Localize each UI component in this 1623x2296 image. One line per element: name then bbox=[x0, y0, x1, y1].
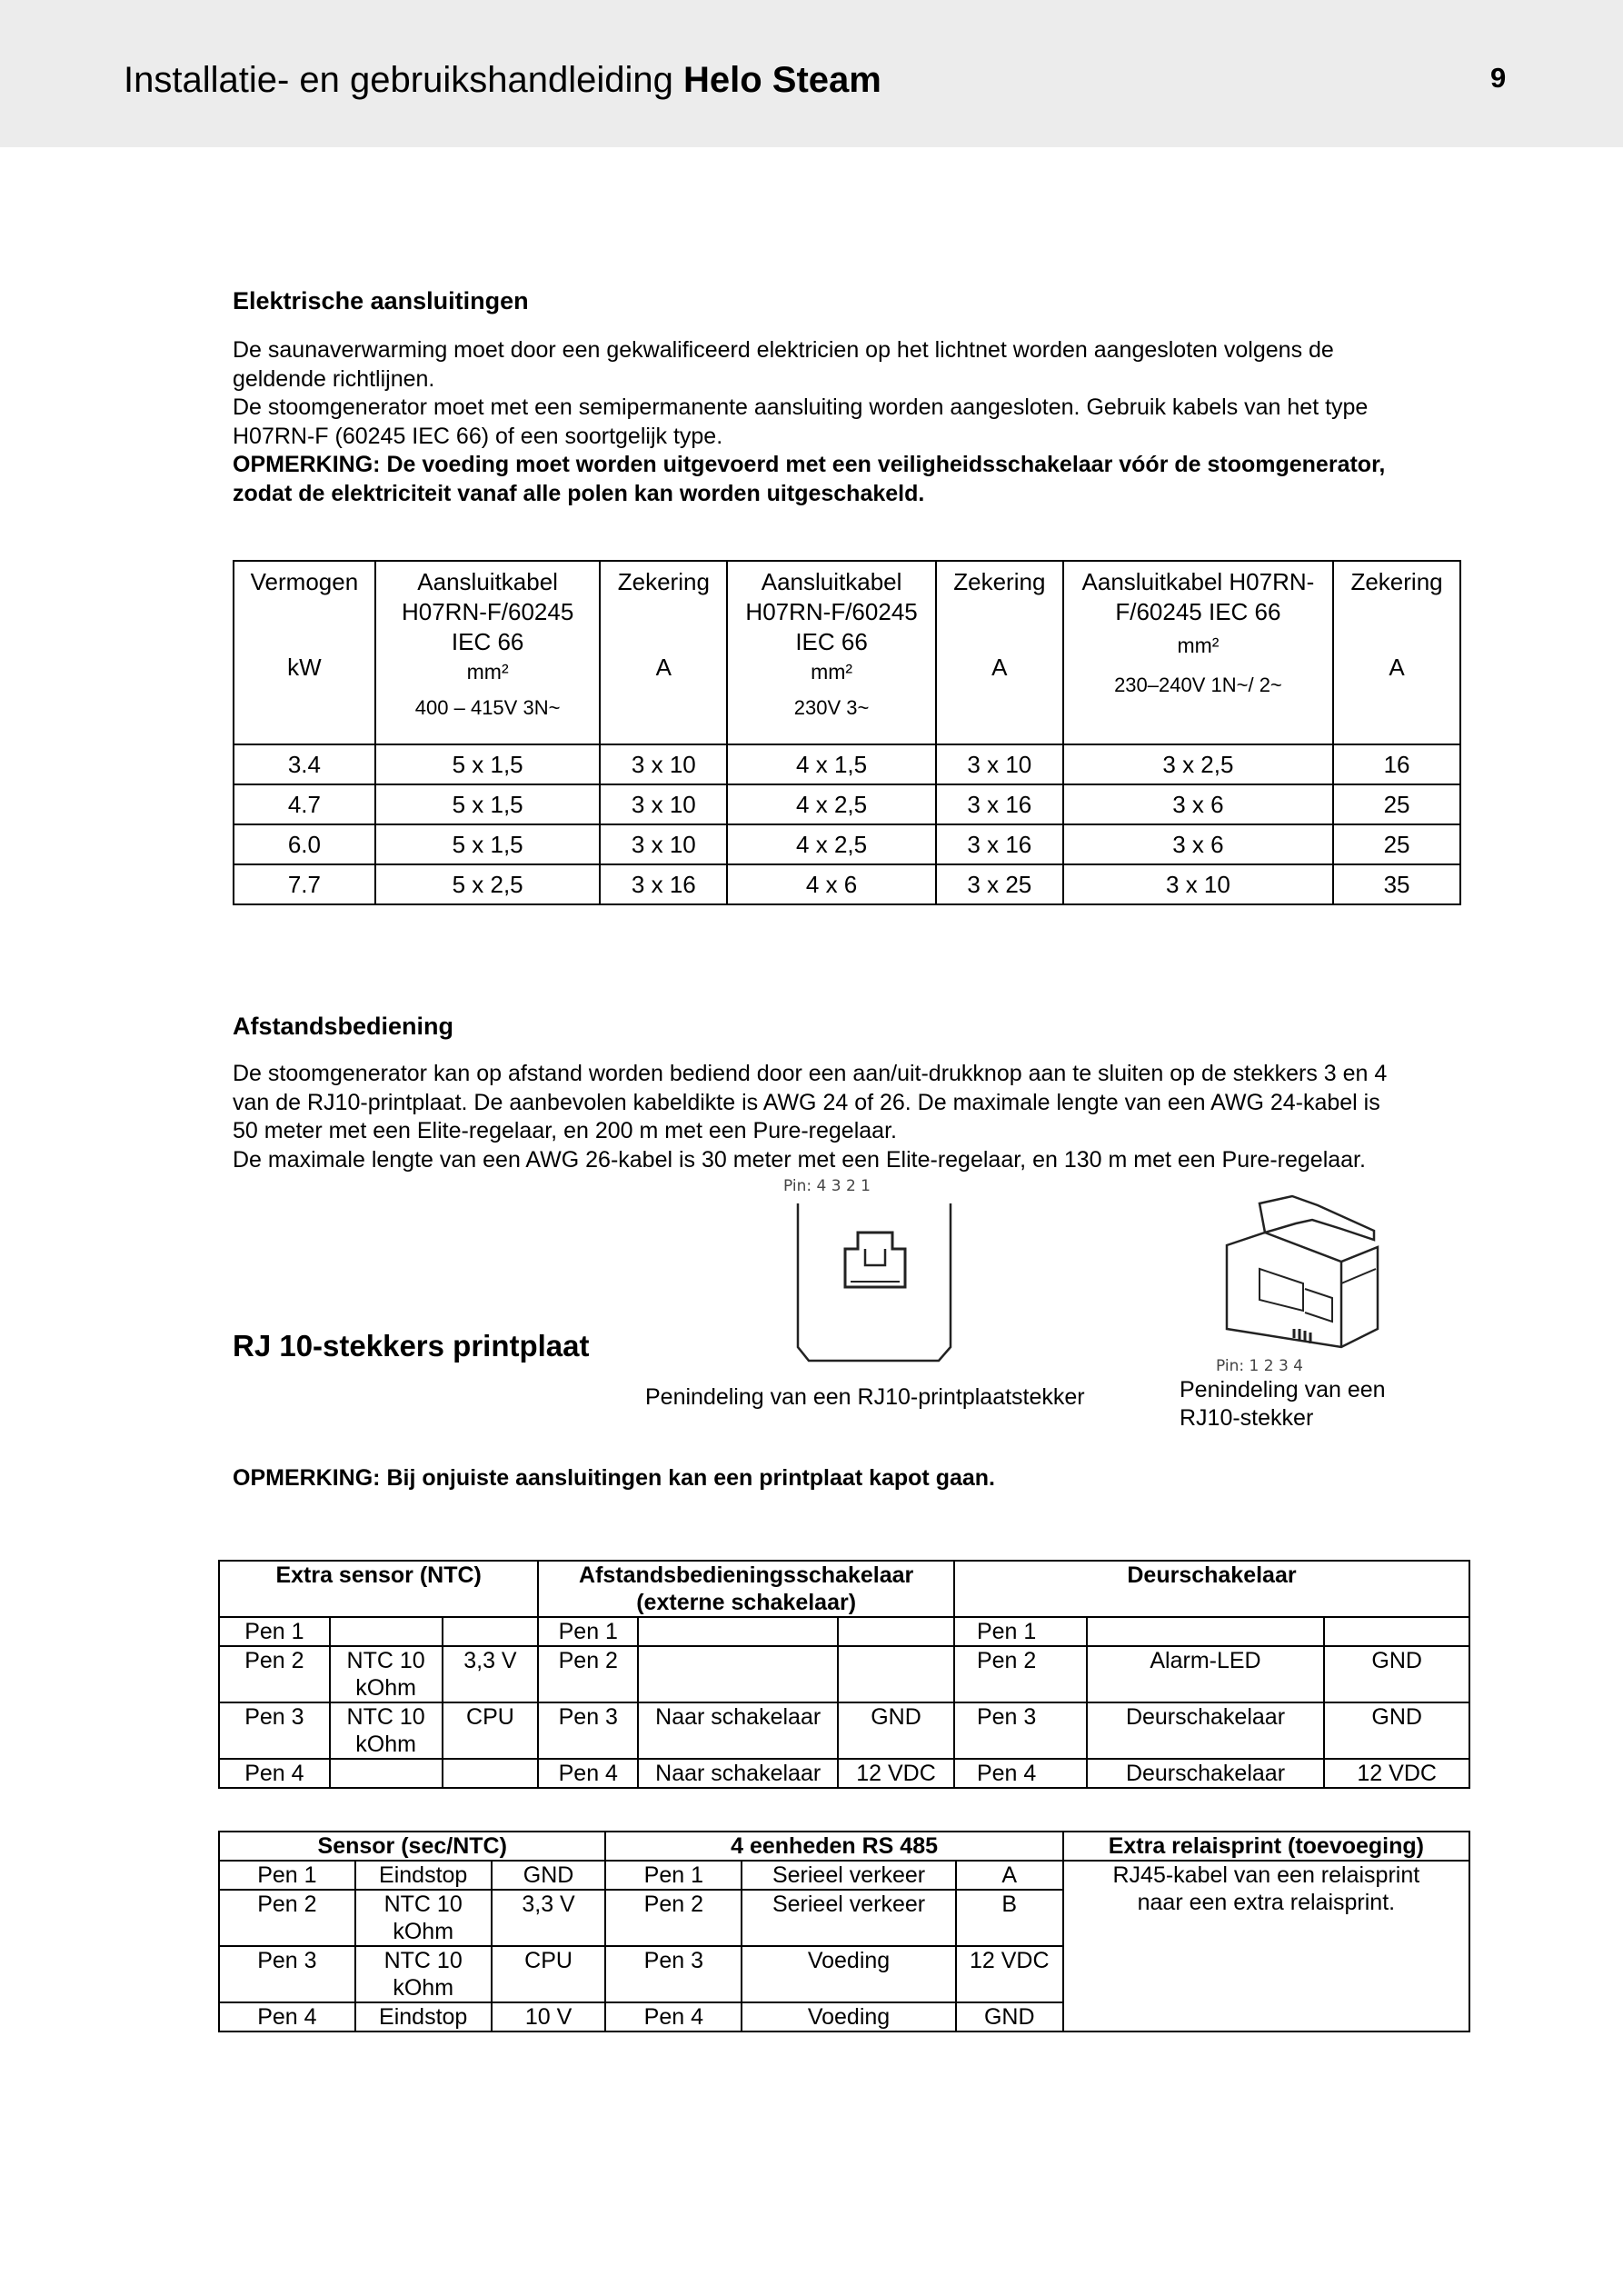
table-cell: A bbox=[956, 1861, 1063, 1890]
table-row bbox=[234, 864, 1460, 904]
header-cell bbox=[936, 561, 1063, 744]
header-title: Aansluitkabel bbox=[761, 568, 902, 595]
table-cell: 3 x 6 bbox=[1063, 784, 1333, 824]
header-unit: mm² bbox=[1177, 634, 1220, 657]
table-cell: 4 x 2,5 bbox=[727, 784, 936, 824]
table-cell: Pen 1 bbox=[954, 1617, 1087, 1646]
header-title: Zekering bbox=[1350, 568, 1443, 595]
header-unit: kW bbox=[287, 654, 322, 681]
table-cell: Voeding bbox=[742, 1946, 956, 2002]
header-cell bbox=[234, 561, 375, 744]
text-line: De stoomgenerator moet met een semipermanente aansluiting worden aangesloten. Gebruik kabels van het type bbox=[233, 394, 1369, 420]
plug-latch bbox=[1260, 1196, 1374, 1240]
table-cell: Naar schakelaar bbox=[638, 1702, 838, 1759]
header-title: F/60245 IEC 66 bbox=[1115, 598, 1281, 625]
header-line: (externe schakelaar) bbox=[636, 1590, 857, 1615]
table-cell bbox=[838, 1617, 954, 1646]
table-cell: 3 x 10 bbox=[600, 784, 727, 824]
text-line: 50 meter met een Elite-regelaar, en 200 m met een Pure-regelaar. bbox=[233, 1118, 897, 1143]
table-cell: 25 bbox=[1333, 784, 1460, 824]
table-cell: Eindstop bbox=[355, 1861, 492, 1890]
title-product: Helo Steam bbox=[682, 60, 881, 100]
table-cell: 3,3 V bbox=[492, 1890, 606, 1946]
section-heading-remote: Afstandsbediening bbox=[233, 1013, 454, 1040]
table-cell bbox=[443, 1617, 539, 1646]
table-cell: Pen 3 bbox=[538, 1702, 638, 1759]
relay-description bbox=[1063, 1861, 1469, 2031]
table-cell: 3 x 10 bbox=[600, 744, 727, 784]
rj10-plug-diagram bbox=[1205, 1193, 1387, 1374]
table-cell: Deurschakelaar bbox=[1087, 1702, 1325, 1759]
table-cell: Pen 2 bbox=[954, 1646, 1087, 1702]
table-cell: 10 V bbox=[492, 2002, 606, 2031]
table-cell: 5 x 2,5 bbox=[375, 864, 601, 904]
header-title: Vermogen bbox=[250, 568, 359, 595]
table-cell: GND bbox=[956, 2002, 1063, 2031]
table-cell: GND bbox=[1324, 1646, 1469, 1702]
table-cell: Pen 4 bbox=[605, 2002, 742, 2031]
table-cell: 5 x 1,5 bbox=[375, 824, 601, 864]
table-cell: Pen 4 bbox=[538, 1759, 638, 1788]
header-title: H07RN-F/60245 bbox=[745, 598, 918, 625]
table-cell: 3 x 10 bbox=[1063, 864, 1333, 904]
table-cell: 25 bbox=[1333, 824, 1460, 864]
electrical-paragraph bbox=[233, 336, 1505, 508]
table-cell: 7.7 bbox=[234, 864, 375, 904]
table-header-row bbox=[219, 1561, 1469, 1617]
text-line: H07RN-F (60245 IEC 66) of een soortgelijk type. bbox=[233, 423, 723, 449]
table-cell: 16 bbox=[1333, 744, 1460, 784]
table-cell: 3 x 16 bbox=[936, 784, 1063, 824]
table-cell: CPU bbox=[492, 1946, 606, 2002]
table-header-row bbox=[219, 1832, 1469, 1861]
table-cell: Pen 1 bbox=[219, 1861, 355, 1890]
table-cell: Pen 3 bbox=[954, 1702, 1087, 1759]
table-cell: NTC 10 kOhm bbox=[355, 1890, 492, 1946]
table-row bbox=[234, 784, 1460, 824]
header-unit: A bbox=[1389, 654, 1405, 681]
table-cell: GND bbox=[1324, 1702, 1469, 1759]
title-regular: Installatie- en gebruikshandleiding bbox=[124, 60, 683, 100]
socket-opening bbox=[845, 1233, 905, 1287]
section-heading-electrical: Elektrische aansluitingen bbox=[233, 287, 529, 314]
table-cell: Serieel verkeer bbox=[742, 1890, 956, 1946]
table-header-row bbox=[234, 561, 1460, 744]
header-line: Afstandsbedieningsschakelaar bbox=[579, 1562, 914, 1588]
table-cell: Voeding bbox=[742, 2002, 956, 2031]
table-cell: Pen 1 bbox=[538, 1617, 638, 1646]
header-sensor: Sensor (sec/NTC) bbox=[219, 1832, 605, 1861]
table-cell: 3 x 10 bbox=[600, 824, 727, 864]
table-cell: Pen 3 bbox=[219, 1702, 330, 1759]
table-cell bbox=[638, 1617, 838, 1646]
header-extra-sensor: Extra sensor (NTC) bbox=[219, 1561, 538, 1617]
header-remote-switch bbox=[538, 1561, 954, 1617]
caption-plug bbox=[1180, 1376, 1386, 1433]
connector-table-a bbox=[218, 1560, 1470, 1789]
relay-text-line: RJ45-kabel van een relaisprint bbox=[1112, 1862, 1420, 1888]
pin-label: Pin: 1 2 3 4 bbox=[1216, 1357, 1303, 1374]
table-row bbox=[219, 1759, 1469, 1788]
table-cell: 3 x 16 bbox=[600, 864, 727, 904]
header-relay: Extra relaisprint (toevoeging) bbox=[1063, 1832, 1469, 1861]
table-cell: Alarm-LED bbox=[1087, 1646, 1325, 1702]
table-cell: Pen 2 bbox=[538, 1646, 638, 1702]
table-cell: 12 VDC bbox=[1324, 1759, 1469, 1788]
header-title: Aansluitkabel H07RN- bbox=[1081, 568, 1315, 595]
header-door-switch: Deurschakelaar bbox=[954, 1561, 1469, 1617]
header-rs485: 4 eenheden RS 485 bbox=[605, 1832, 1062, 1861]
rj10-socket-diagram bbox=[780, 1174, 961, 1371]
table-cell: GND bbox=[492, 1861, 606, 1890]
header-voltage: 400 – 415V 3N~ bbox=[414, 696, 561, 719]
page-header bbox=[0, 0, 1623, 147]
table-cell bbox=[838, 1646, 954, 1702]
table-cell bbox=[1087, 1617, 1325, 1646]
table-cell: 3 x 2,5 bbox=[1063, 744, 1333, 784]
header-cell bbox=[1063, 561, 1333, 744]
header-title: Aansluitkabel bbox=[417, 568, 558, 595]
table-cell: Pen 1 bbox=[219, 1617, 330, 1646]
table-cell: Pen 4 bbox=[954, 1759, 1087, 1788]
table-cell: Pen 2 bbox=[219, 1890, 355, 1946]
table-cell bbox=[1324, 1617, 1469, 1646]
note-line: OPMERKING: De voeding moet worden uitgevoerd met een veiligheidsschakelaar vóór de stoomgenerator, bbox=[233, 452, 1386, 477]
header-unit: A bbox=[991, 654, 1008, 681]
table-cell: 4 x 6 bbox=[727, 864, 936, 904]
table-cell: B bbox=[956, 1890, 1063, 1946]
table-cell: 5 x 1,5 bbox=[375, 744, 601, 784]
header-title: IEC 66 bbox=[451, 628, 524, 655]
plug-window bbox=[1260, 1269, 1303, 1311]
table-cell: Pen 2 bbox=[605, 1890, 742, 1946]
table-cell: 5 x 1,5 bbox=[375, 784, 601, 824]
text-line: De stoomgenerator kan op afstand worden bediend door een aan/uit-drukknop aan te sluiten op de stekkers 3 en 4 bbox=[233, 1061, 1388, 1086]
header-cell bbox=[375, 561, 601, 744]
table-cell: NTC 10 kOhm bbox=[330, 1646, 443, 1702]
table-cell: Naar schakelaar bbox=[638, 1759, 838, 1788]
remote-paragraph bbox=[233, 1060, 1505, 1174]
header-title: H07RN-F/60245 bbox=[401, 598, 574, 625]
table-cell: 3 x 25 bbox=[936, 864, 1063, 904]
header-unit: mm² bbox=[811, 660, 853, 684]
table-cell bbox=[443, 1759, 539, 1788]
header-unit: A bbox=[655, 654, 672, 681]
table-cell: NTC 10 kOhm bbox=[330, 1702, 443, 1759]
header-voltage: 230–240V 1N~/ 2~ bbox=[1114, 674, 1282, 696]
relay-text-line: naar een extra relaisprint. bbox=[1137, 1890, 1396, 1915]
table-cell: Deurschakelaar bbox=[1087, 1759, 1325, 1788]
warning-note: OPMERKING: Bij onjuiste aansluitingen kan een printplaat kapot gaan. bbox=[233, 1465, 996, 1491]
table-cell bbox=[330, 1617, 443, 1646]
header-title: Zekering bbox=[953, 568, 1046, 595]
table-cell: Serieel verkeer bbox=[742, 1861, 956, 1890]
table-cell: Pen 4 bbox=[219, 1759, 330, 1788]
text-line: van de RJ10-printplaat. De aanbevolen kabeldikte is AWG 24 of 26. De maximale lengte van een AWG 24-kabel is bbox=[233, 1089, 1380, 1115]
table-cell: 12 VDC bbox=[838, 1759, 954, 1788]
power-cable-table bbox=[233, 560, 1461, 905]
caption-line: Penindeling van een bbox=[1180, 1377, 1386, 1403]
table-cell: Pen 1 bbox=[605, 1861, 742, 1890]
table-row bbox=[219, 1646, 1469, 1702]
table-cell: Pen 4 bbox=[219, 2002, 355, 2031]
section-heading-rj10: RJ 10-stekkers printplaat bbox=[233, 1329, 590, 1363]
table-row bbox=[219, 1861, 1469, 1890]
table-cell bbox=[638, 1646, 838, 1702]
table-cell: Eindstop bbox=[355, 2002, 492, 2031]
table-row bbox=[234, 824, 1460, 864]
table-cell: Pen 3 bbox=[605, 1946, 742, 2002]
table-cell: 4 x 1,5 bbox=[727, 744, 936, 784]
table-cell bbox=[330, 1759, 443, 1788]
connector-table-b bbox=[218, 1831, 1470, 2032]
header-title: IEC 66 bbox=[795, 628, 868, 655]
text-line: De maximale lengte van een AWG 26-kabel is 30 meter met een Elite-regelaar, en 130 m met een Pure-regelaar. bbox=[233, 1146, 1366, 1173]
table-cell: 12 VDC bbox=[956, 1946, 1063, 2002]
document-title bbox=[124, 60, 881, 101]
page-number: 9 bbox=[1490, 62, 1507, 94]
caption-socket: Penindeling van een RJ10-printplaatstekker bbox=[645, 1384, 1085, 1410]
header-unit: mm² bbox=[466, 660, 509, 684]
header-cell bbox=[1333, 561, 1460, 744]
caption-line: RJ10-stekker bbox=[1180, 1405, 1314, 1431]
table-cell: 4.7 bbox=[234, 784, 375, 824]
table-cell: 3 x 6 bbox=[1063, 824, 1333, 864]
table-row bbox=[219, 1702, 1469, 1759]
table-cell: 3,3 V bbox=[443, 1646, 539, 1702]
table-cell: NTC 10 kOhm bbox=[355, 1946, 492, 2002]
table-cell: 35 bbox=[1333, 864, 1460, 904]
table-cell: 4 x 2,5 bbox=[727, 824, 936, 864]
table-cell: Pen 3 bbox=[219, 1946, 355, 2002]
table-cell: CPU bbox=[443, 1702, 539, 1759]
table-cell: 3 x 16 bbox=[936, 824, 1063, 864]
text-line: geldende richtlijnen. bbox=[233, 365, 435, 392]
socket-latch bbox=[865, 1249, 885, 1265]
table-row bbox=[219, 1617, 1469, 1646]
table-cell: 3 x 10 bbox=[936, 744, 1063, 784]
table-cell: 3.4 bbox=[234, 744, 375, 784]
table-cell: Pen 2 bbox=[219, 1646, 330, 1702]
table-cell: GND bbox=[838, 1702, 954, 1759]
header-cell bbox=[600, 561, 727, 744]
table-row bbox=[234, 744, 1460, 784]
table-cell: 6.0 bbox=[234, 824, 375, 864]
header-cell bbox=[727, 561, 936, 744]
text-line: De saunaverwarming moet door een gekwalificeerd elektricien op het lichtnet worden aangesloten volgens de bbox=[233, 337, 1334, 363]
header-voltage: 230V 3~ bbox=[793, 696, 870, 719]
note-line: zodat de elektriciteit vanaf alle polen kan worden uitgeschakeld. bbox=[233, 480, 925, 506]
pin-label: Pin: 4 3 2 1 bbox=[783, 1177, 871, 1195]
header-title: Zekering bbox=[617, 568, 710, 595]
